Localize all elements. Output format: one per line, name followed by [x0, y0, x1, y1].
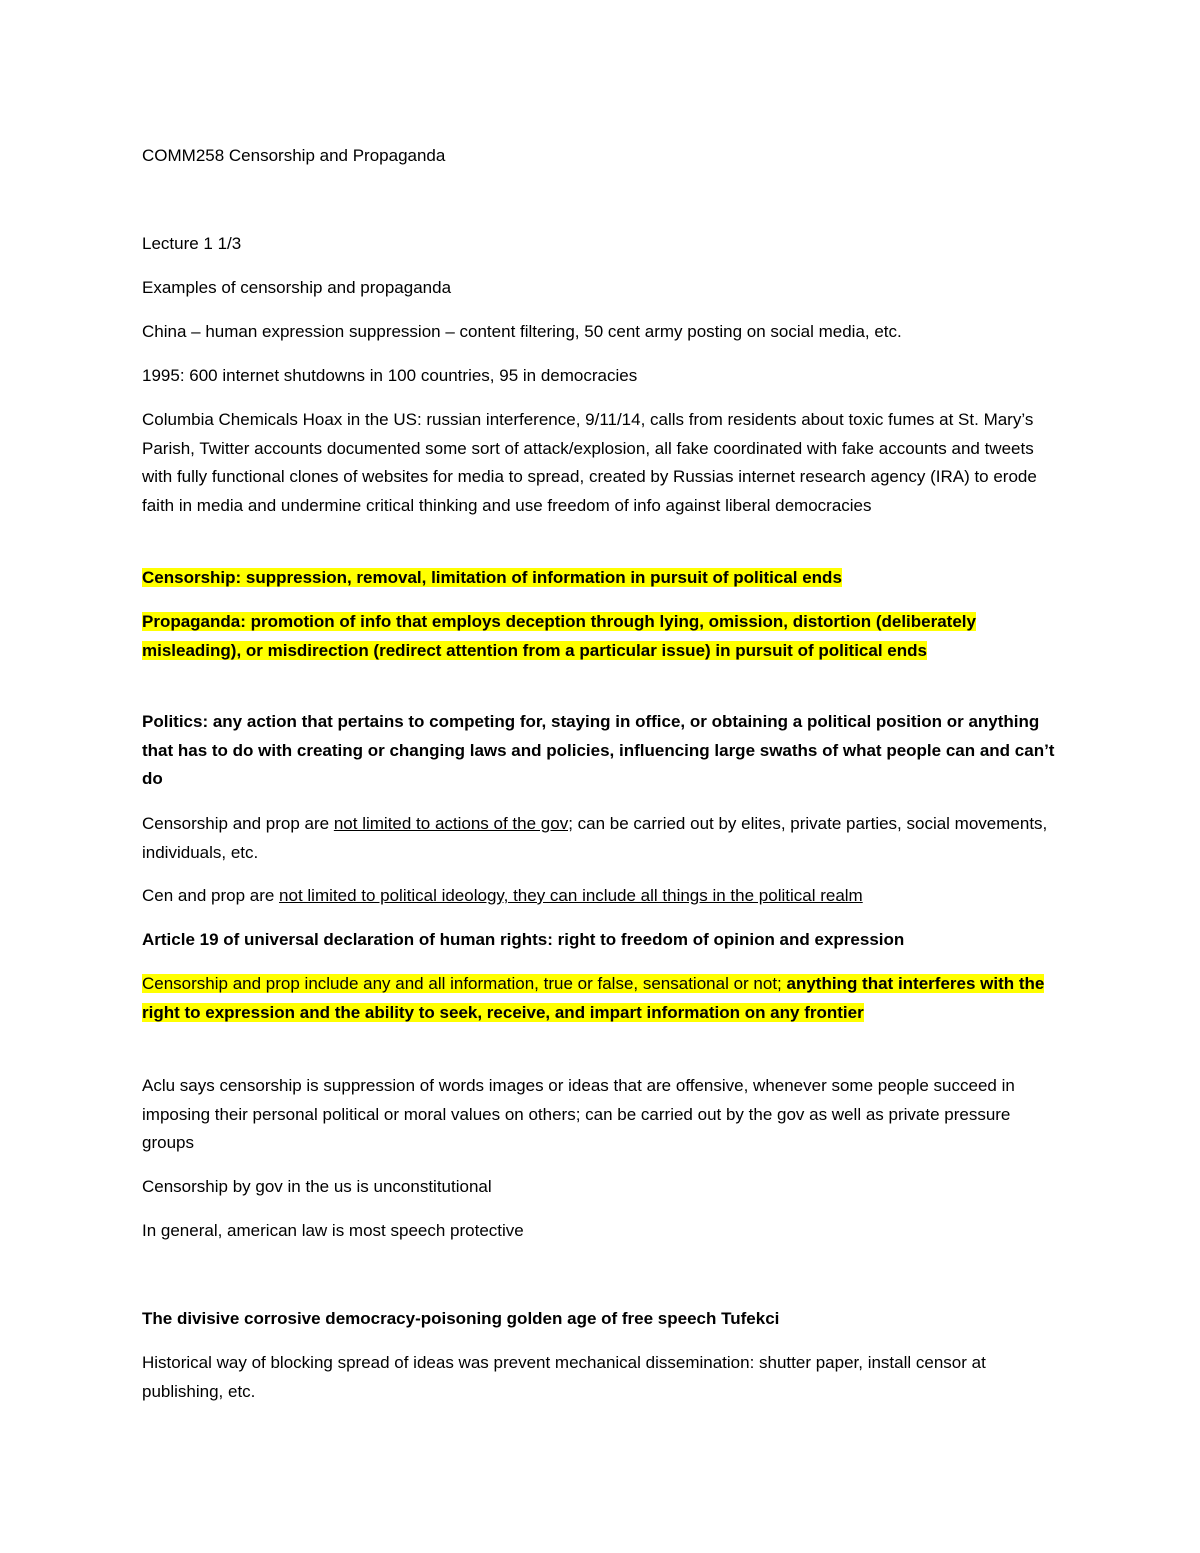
include-all-info-normal: Censorship and prop include any and all information, true or false, sensational or not; [142, 974, 787, 993]
unconstitutional-paragraph: Censorship by gov in the us is unconstitutional [142, 1177, 492, 1196]
tufekci-heading: The divisive corrosive democracy-poisoning golden age of free speech Tufekci [142, 1309, 780, 1328]
include-all-info-bold: anything that interferes with the right to expression and the ability to seek, receive, and impart information on any frontier [142, 974, 1045, 1022]
not-limited-ideology-paragraph [142, 882, 1067, 911]
shutdowns-paragraph: 1995: 600 internet shutdowns in 100 countries, 95 in democracies [142, 366, 638, 385]
document-title: COMM258 Censorship and Propaganda [142, 146, 446, 165]
propaganda-definition-text: Propaganda: promotion of info that employs deception through lying, omission, distortion (deliberately misleading), or misdirection (redirect attention from a particular issue) in pursuit of political ends [142, 612, 976, 660]
include-all-info-paragraph [142, 970, 1067, 1027]
lecture-label: Lecture 1 1/3 [142, 234, 242, 253]
censorship-definition-text: Censorship: suppression, removal, limitation of information in pursuit of political ends [142, 568, 842, 587]
article-19-paragraph: Article 19 of universal declaration of human rights: right to freedom of opinion and expression [142, 930, 905, 949]
aclu-paragraph: Aclu says censorship is suppression of words images or ideas that are offensive, whenever some people succeed in imposing their personal political or moral values on others; can be carried out by the gov as well as private pressure groups [142, 1076, 1015, 1152]
not-limited-gov-after: can be carried out by elites, private parties, social movements, individuals, etc. [142, 814, 1048, 862]
censorship-definition [142, 564, 1067, 593]
american-law-paragraph: In general, american law is most speech protective [142, 1221, 524, 1240]
columbia-hoax-paragraph: Columbia Chemicals Hoax in the US: russian interference, 9/11/14, calls from residents about toxic fumes at St. Mary’s Parish, Twitter accounts documented some sort of attack/explosion, all fake coordinated with fake accounts and tweets with fully functional clones of websites for media to spread, created by Russias internet research agency (IRA) to erode faith in media and undermine critical thinking and use freedom of info against liberal democracies [142, 410, 1037, 515]
not-limited-gov-paragraph [142, 810, 1067, 867]
not-limited-ideology-underlined: not limited to political ideology, they can include all things in the political realm [279, 886, 863, 905]
not-limited-ideology-before: Cen and prop are [142, 886, 280, 905]
historical-paragraph: Historical way of blocking spread of ideas was prevent mechanical dissemination: shutter paper, install censor at publishing, etc. [142, 1353, 986, 1401]
not-limited-gov-underlined: not limited to actions of the gov; [333, 814, 573, 833]
not-limited-gov-before: Censorship and prop are [142, 814, 334, 833]
propaganda-definition [142, 608, 1067, 665]
politics-definition: Politics: any action that pertains to competing for, staying in office, or obtaining a political position or anything that has to do with creating or changing laws and policies, influencing large swaths of what people can and can’t do [142, 712, 1055, 788]
china-paragraph: China – human expression suppression – content filtering, 50 cent army posting on social media, etc. [142, 322, 902, 341]
examples-heading: Examples of censorship and propaganda [142, 278, 452, 297]
